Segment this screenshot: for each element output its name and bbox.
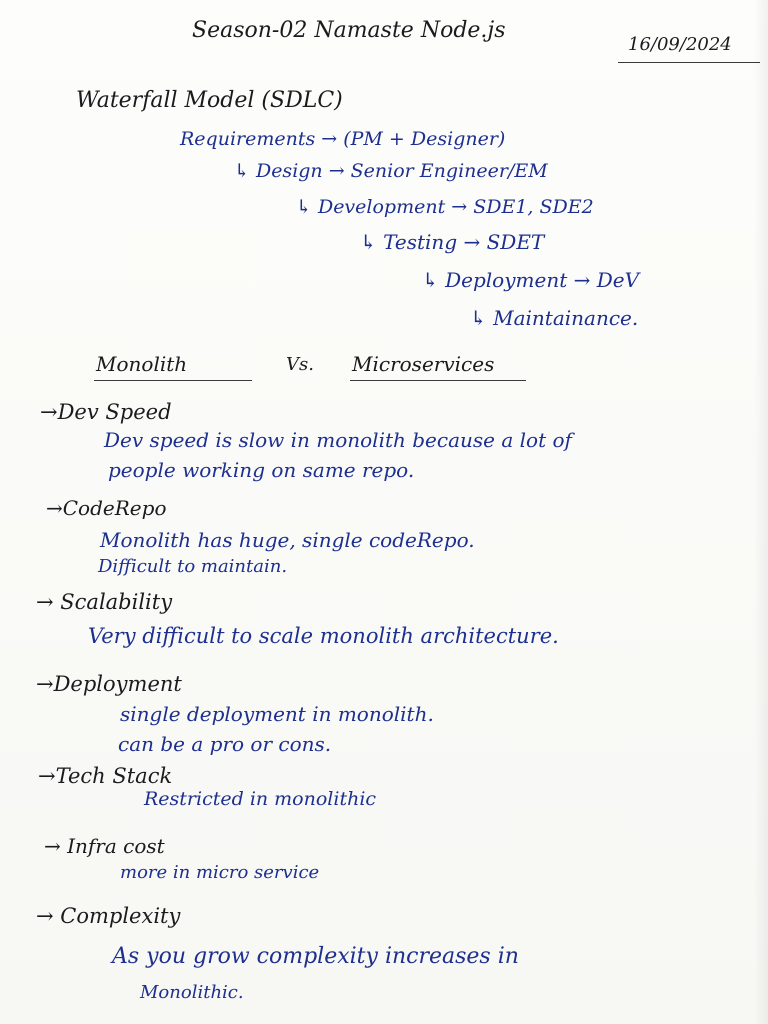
page-date: 16/09/2024 <box>628 34 732 55</box>
point-heading-scalability: → Scalability <box>36 590 173 614</box>
point-heading-code-repo: →CodeRepo <box>46 496 167 520</box>
point-text-deployment-1: single deployment in monolith. <box>120 702 434 726</box>
point-text-complexity-2: Monolithic. <box>140 982 244 1003</box>
point-text-dev-speed-1: Dev speed is slow in monolith because a lot of <box>104 428 572 452</box>
point-text-complexity-1: As you grow complexity increases in <box>112 944 519 969</box>
point-heading-infra-cost: → Infra cost <box>44 834 165 858</box>
waterfall-step-requirements: Requirements → (PM + Designer) <box>180 128 506 150</box>
point-heading-complexity: → Complexity <box>36 904 181 928</box>
point-text-deployment-2: can be a pro or cons. <box>118 732 332 756</box>
waterfall-step-maintainance: ↳ Maintainance. <box>470 306 639 330</box>
point-text-code-repo-1: Monolith has huge, single codeRepo. <box>100 528 475 552</box>
point-text-code-repo-2: Difficult to maintain. <box>98 556 288 577</box>
waterfall-step-testing: ↳ Testing → SDET <box>360 230 545 254</box>
point-heading-deployment: →Deployment <box>36 672 182 696</box>
point-text-infra-cost-1: more in micro service <box>120 862 320 883</box>
waterfall-step-design: ↳ Design → Senior Engineer/EM <box>234 160 548 182</box>
page-title: Season-02 Namaste Node.js <box>192 18 506 43</box>
point-text-scalability-1: Very difficult to scale monolith architecture. <box>88 624 559 648</box>
page-edge-shadow <box>754 0 768 1024</box>
waterfall-step-deployment: ↳ Deployment → DeV <box>422 268 640 292</box>
point-heading-tech-stack: →Tech Stack <box>38 764 173 788</box>
comparison-right: Microservices <box>352 352 495 376</box>
comparison-left: Monolith <box>96 352 188 376</box>
comparison-right-underline <box>350 380 526 381</box>
date-underline <box>618 62 760 63</box>
point-text-tech-stack-1: Restricted in monolithic <box>144 788 377 810</box>
point-heading-dev-speed: →Dev Speed <box>40 400 172 424</box>
point-text-dev-speed-2: people working on same repo. <box>108 458 415 482</box>
waterfall-heading: Waterfall Model (SDLC) <box>76 88 343 113</box>
waterfall-step-development: ↳ Development → SDE1, SDE2 <box>296 196 594 218</box>
comparison-left-underline <box>94 380 252 381</box>
comparison-vs: Vs. <box>286 354 314 375</box>
